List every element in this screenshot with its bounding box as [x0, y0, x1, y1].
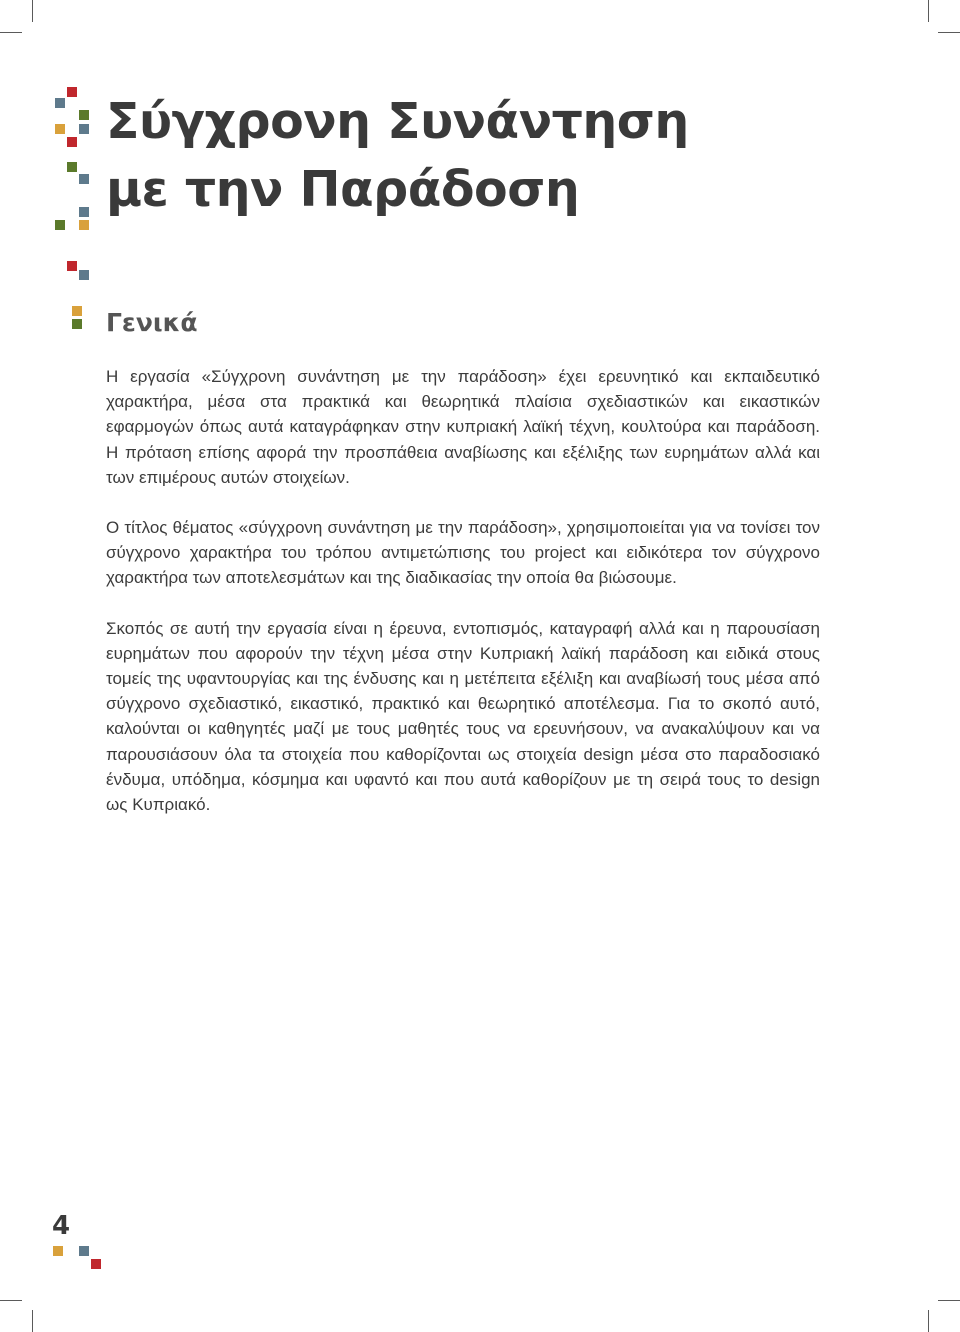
- deco-square-icon: [55, 98, 65, 108]
- deco-square-icon: [79, 110, 89, 120]
- crop-mark-top-left: [32, 0, 33, 22]
- deco-square-icon: [72, 306, 82, 316]
- page-number: 4: [52, 1211, 71, 1241]
- section-heading: Γενικά: [106, 308, 198, 337]
- deco-square-icon: [55, 220, 65, 230]
- paragraph-1: Η εργασία «Σύγχρονη συνάντηση με την παράδοση» έχει ερευνητικό και εκπαιδευτικό χαρακτήρα, μέσα στα πρακτικά και θεωρητικά πλαίσια σχεδιαστικών και εικαστικών εφαρμογών όπως αυτά καταγράφηκαν στην κυπριακή λαϊκή τέχνη, κουλτούρα και παράδοση. Η πρόταση επίσης αφορά την προσπάθεια αναβίωσης και εξέλιξης των ευρημάτων αλλά και των επιμέρους αυτών στοιχείων.: [106, 367, 820, 487]
- deco-square-icon: [79, 207, 89, 217]
- deco-square-icon: [67, 261, 77, 271]
- paragraph-3: Σκοπός σε αυτή την εργασία είναι η έρευνα, εντοπισμός, καταγραφή αλλά και η παρουσίαση ευρημάτων που αφορούν την τέχνη μέσα στην Κυπριακή λαϊκή παράδοση και ειδικά στους τομείς της υφαντουργίας και της ένδυσης και η μετέπειτα εξέλιξη και αναβίωσή τους μέσα από σύγχρονο σχεδιαστικό, εικαστικό, πρακτικό και θεωρητικό αποτέλεσμα. Για το σκοπό αυτό, καλούνται οι καθηγητές μαζί με τους μαθητές τους να ερευνήσουν, να ανακαλύψουν και να παρουσιάσουν όλα τα στοιχεία που καθορίζονται ως στοιχεία design μέσα στο παραδοσιακό ένδυμα, υπόδημα, κόσμημα και υφαντό και που αυτά καθορίζουν με τη σειρά τους το design ως Κυπριακό.: [106, 618, 820, 815]
- deco-square-icon: [67, 162, 77, 172]
- deco-square-icon: [79, 1246, 89, 1256]
- deco-square-icon: [79, 220, 89, 230]
- deco-square-icon: [67, 87, 77, 97]
- crop-mark-bottom-left: [32, 1310, 33, 1332]
- crop-mark-top-left-h: [0, 32, 22, 33]
- paragraph-2: Ο τίτλος θέματος «σύγχρονη συνάντηση με την παράδοση», χρησιμοποιείται για να τονίσει τον σύγχρονο χαρακτήρα του τρόπου αντιμετώπισης του project και ειδικότερα τον σύγχρονο χαρακτήρα των αποτελεσμάτων και της διαδικασίας την οποία θα βιώσουμε.: [106, 518, 820, 588]
- crop-mark-bottom-left-h: [0, 1300, 22, 1301]
- page-title-line-2: με την Παράδοση: [106, 161, 580, 218]
- deco-square-icon: [55, 124, 65, 134]
- deco-square-icon: [79, 124, 89, 134]
- body-text: [106, 364, 820, 842]
- deco-square-icon: [72, 319, 82, 329]
- crop-mark-top-right-h: [938, 32, 960, 33]
- crop-mark-bottom-right-h: [938, 1300, 960, 1301]
- deco-square-icon: [79, 174, 89, 184]
- page-title-line-1: Σύγχρονη Συνάντηση: [106, 93, 689, 150]
- deco-square-icon: [79, 270, 89, 280]
- deco-square-icon: [91, 1259, 101, 1269]
- page-title: [106, 88, 689, 224]
- deco-square-icon: [67, 137, 77, 147]
- crop-mark-top-right: [928, 0, 929, 22]
- deco-square-icon: [53, 1246, 63, 1256]
- crop-mark-bottom-right: [928, 1310, 929, 1332]
